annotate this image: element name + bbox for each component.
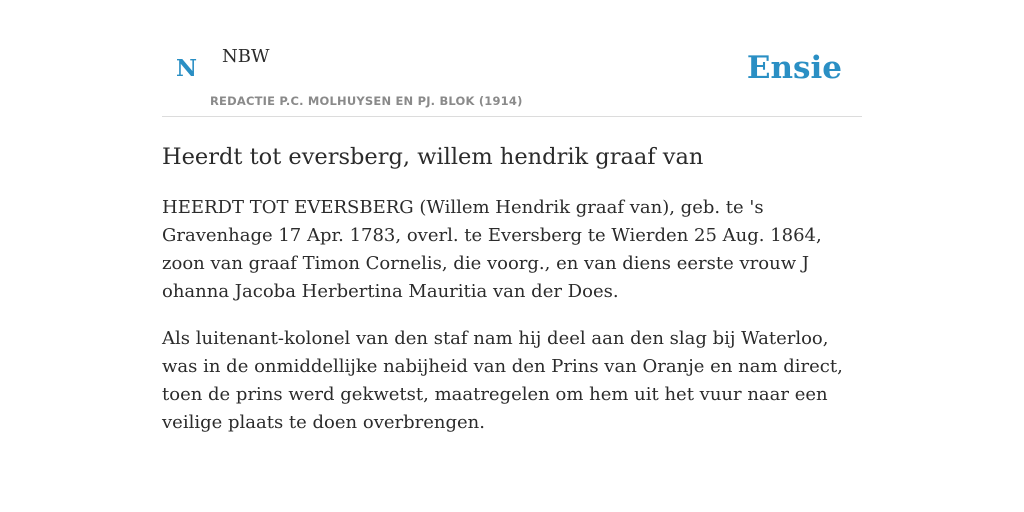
article-paragraph: HEERDT TOT EVERSBERG (Willem Hendrik graaf van), geb. te 's Gravenhage 17 Apr. 1783, overl. te Eversberg te Wierden 25 Aug. 1864, zoon van graaf Timon Cornelis, die voorg., en van diens eerste vrouw J ohanna Jacoba Herbertina Mauritia van der Does. <box>162 197 822 302</box>
brand-logo[interactable]: Ensie <box>746 50 842 86</box>
source-name[interactable]: NBW <box>222 46 270 67</box>
source-logo[interactable]: N <box>176 55 198 82</box>
source-subtitle: REDACTIE P.C. MOLHUYSEN EN PJ. BLOK (1914) <box>210 94 523 108</box>
article-paragraph: Als luitenant-kolonel van den staf nam hij deel aan den slag bij Waterloo, was in de onmiddellijke nabijheid van den Prins van Oranje en nam direct, toen de prins werd gekwetst, maatregelen om hem uit het vuur naar een veilige plaats te doen overbrengen. <box>162 328 843 433</box>
source-header <box>162 0 862 117</box>
article-title: Heerdt tot eversberg, willem hendrik graaf van <box>162 144 704 170</box>
page-container <box>162 0 862 437</box>
